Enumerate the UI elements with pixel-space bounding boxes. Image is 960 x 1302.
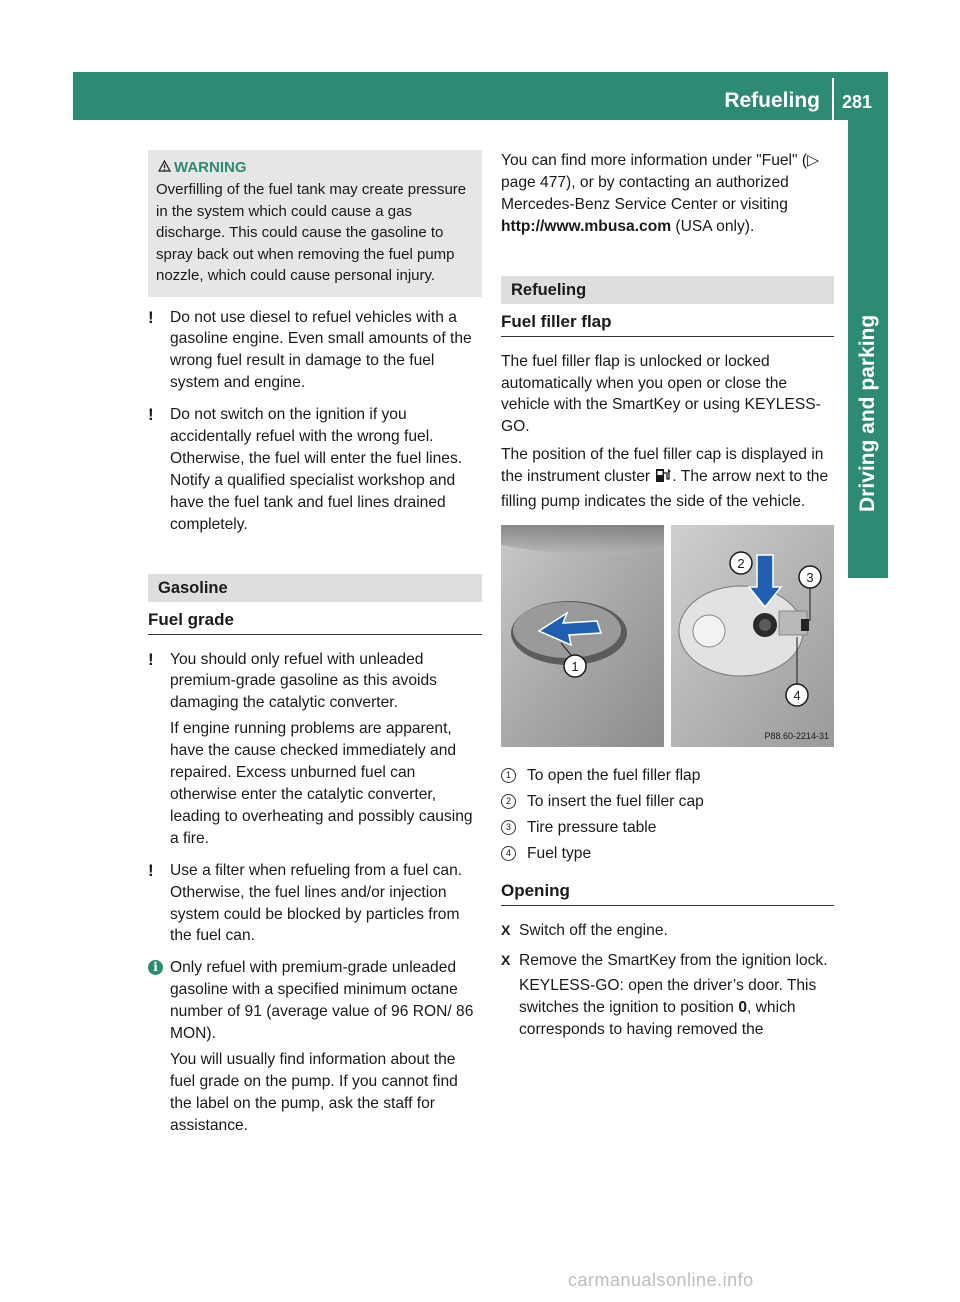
photo-fuel-flap-closed <box>501 525 664 747</box>
subheading-fuel-grade: Fuel grade <box>148 608 482 635</box>
note-fuel-can <box>148 860 482 948</box>
step-text-part: , which corresponds to having removed the <box>519 999 796 1039</box>
step-switch-off <box>501 920 834 942</box>
legend-text: Fuel type <box>527 844 592 862</box>
watermark: carmanualsonline.info <box>568 1270 754 1290</box>
callout-1: 1 <box>571 658 579 674</box>
warning-box <box>148 150 482 297</box>
step-remove-key <box>501 950 834 1042</box>
page-title: Refueling <box>724 89 820 112</box>
right-column <box>501 150 834 1049</box>
legend-number: 4 <box>501 846 516 861</box>
warning-title: WARNING <box>174 159 247 176</box>
legend-item <box>501 817 834 839</box>
note-unleaded <box>148 649 482 850</box>
note-text: If engine running problems are apparent, have the cause checked immediately and repaired. Excess unburned fuel can otherwise enter the catalytic converter, leading to overheating and possibly causing a fire. <box>170 720 473 847</box>
note-text: Do not use diesel to refuel vehicles with a gasoline engine. Even small amounts of the wrong fuel result in damage to the fuel system and engine. <box>170 308 472 392</box>
intro-paragraph <box>501 150 834 238</box>
header-divider <box>832 78 834 120</box>
legend-item <box>501 843 834 865</box>
legend-text: Tire pressure table <box>527 818 657 836</box>
info-octane <box>148 957 482 1136</box>
callout-4: 4 <box>793 687 801 703</box>
note-text: You should only refuel with unleaded premium-grade gasoline as this avoids damaging the catalytic converter. <box>170 650 437 712</box>
exclamation-icon: ! <box>148 405 154 425</box>
intro-text: (USA only). <box>671 217 755 235</box>
callout-3: 3 <box>806 569 814 585</box>
ignition-position: 0 <box>738 999 747 1017</box>
paragraph-cap-position <box>501 444 834 513</box>
website-link[interactable]: http://www.mbusa.com <box>501 217 672 235</box>
legend-number: 3 <box>501 820 516 835</box>
fuel-flap-figure <box>501 525 834 747</box>
legend-text: To insert the fuel filler cap <box>527 792 704 810</box>
intro-text: You can find more information under "Fuel" ( <box>501 152 808 169</box>
callout-2: 2 <box>737 555 745 571</box>
warning-triangle-icon <box>158 157 174 179</box>
page-ref-arrow: ▷ <box>807 152 820 169</box>
legend-text: To open the fuel filler flap <box>527 766 701 784</box>
section-heading-gasoline: Gasoline <box>148 574 482 602</box>
warning-text: Overfilling of the fuel tank may create pressure in the system which could cause a gas discharge. This could cause the gasoline to spray back out when removing the fuel pump nozzle, which could cause personal injury. <box>156 181 467 284</box>
info-text: You will usually find information about the fuel grade on the pump. If you cannot find the label on the pump, ask the staff for assistance. <box>170 1050 458 1134</box>
note-text: Use a filter when refueling from a fuel can. Otherwise, the fuel lines and/or injection system could be blocked by particles from the fuel can. <box>170 861 463 945</box>
note-diesel <box>148 307 482 395</box>
para-text: The position of the fuel filler cap is displayed in the instrument cluster <box>501 446 824 486</box>
paragraph-flap-lock: The fuel filler flap is unlocked or locked automatically when you open or close the vehicle with the SmartKey or using KEYLESS-GO. <box>501 352 821 436</box>
page-number: 281 <box>842 92 873 112</box>
chapter-label: Driving and parking <box>856 314 879 512</box>
subheading-fuel-filler-flap: Fuel filler flap <box>501 310 834 337</box>
note-ignition <box>148 404 482 535</box>
step-text <box>519 975 834 1041</box>
para-text: . The arrow next to the filling pump indicates the side of the vehicle. <box>501 468 829 511</box>
legend-item <box>501 791 834 813</box>
step-arrow-icon: X <box>501 921 511 938</box>
info-icon: i <box>148 960 163 975</box>
warning-heading <box>156 157 474 179</box>
left-column <box>148 150 482 1147</box>
exclamation-icon: ! <box>148 860 154 880</box>
step-arrow-icon: X <box>501 951 511 968</box>
intro-text: page 477), or by contacting an authorized Mercedes-Benz Service Center or visiting <box>501 173 789 213</box>
step-text: Remove the SmartKey from the ignition lock. <box>519 951 828 969</box>
legend-item <box>501 765 834 787</box>
step-text: Switch off the engine. <box>519 921 668 939</box>
photo-fuel-flap-open <box>671 525 834 747</box>
section-heading-refueling: Refueling <box>501 276 834 304</box>
exclamation-icon: ! <box>148 307 154 327</box>
figure-code: P88.60-2214-31 <box>764 730 829 741</box>
legend-number: 1 <box>501 768 516 783</box>
legend-number: 2 <box>501 794 516 809</box>
step-text-part: KEYLESS-GO: open the driver’s door. This switches the ignition to position <box>519 977 817 1017</box>
fuel-pump-icon <box>654 466 672 491</box>
note-text: Do not switch on the ignition if you accidentally refuel with the wrong fuel. Otherwise, the fuel will enter the fuel lines. Notify a qualified specialist workshop and have the fuel tank and fuel lines drained completely. <box>170 406 463 533</box>
exclamation-icon: ! <box>148 649 154 669</box>
subheading-opening: Opening <box>501 879 834 906</box>
info-text: Only refuel with premium-grade unleaded gasoline with a specified minimum octane number of 91 (average value of 96 RON/ 86 MON). <box>170 959 474 1043</box>
